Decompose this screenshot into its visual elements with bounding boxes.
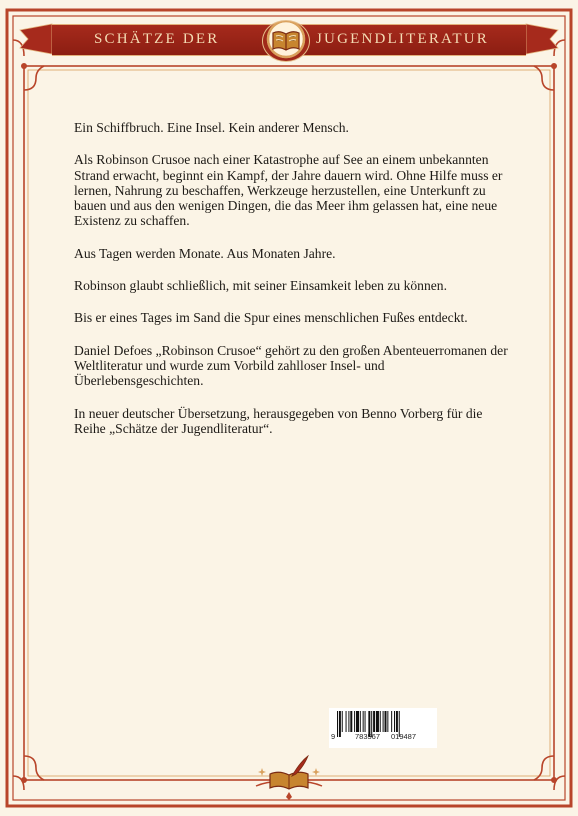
blurb-paragraph-7: In neuer deutscher Übersetzung, herausgegeben von Benno Vorberg für die Reihe „Schätze der Jugendliteratur“. [74,405,483,436]
blurb-paragraph-6: Daniel Defoes „Robinson Crusoe“ gehört zu den großen Abenteuerromanen der Weltliteratur und wurde zum Vorbild zahlloser Insel- und Überlebensgeschichten. [74,342,508,389]
series-title-right: JUGENDLITERATUR [316,31,489,47]
blurb-paragraph-1: Ein Schiffbruch. Eine Insel. Kein anderer Mensch. [74,120,349,135]
barcode-lead-digit: 9 [331,732,336,741]
blurb-paragraph-5: Bis er eines Tages im Sand die Spur eines menschlichen Fußes entdeckt. [74,310,468,326]
blurb-paragraph-3: Aus Tagen werden Monate. Aus Monaten Jahre. [74,245,336,261]
open-book-icon [270,27,302,55]
blurb-paragraph-4: Robinson glaubt schließlich, mit seiner Einsamkeit leben zu können. [74,278,447,294]
isbn-barcode [329,708,437,748]
blurb-text [74,120,514,453]
barcode-group-left: 783567 [355,732,381,741]
series-title-left: SCHÄTZE DER [94,31,220,47]
header-medallion [262,20,310,62]
barcode-group-right: 019487 [391,732,417,741]
barcode-digits [329,732,437,744]
quill-and-book-icon [250,752,328,800]
blurb-paragraph-2: Als Robinson Crusoe nach einer Katastrophe auf See an einem unbekannten Strand erwacht, beginnt ein Kampf, der Jahre dauern wird. Ohne Hilfe muss er lernen, Nahrung zu beschaffen, Werkzeuge herzustellen, eine Unterkunft zu bauen und aus den wenigen Dingen, die das Meer ihm gelassen hat, eine neue Existenz zu schaffen. [74,152,503,229]
